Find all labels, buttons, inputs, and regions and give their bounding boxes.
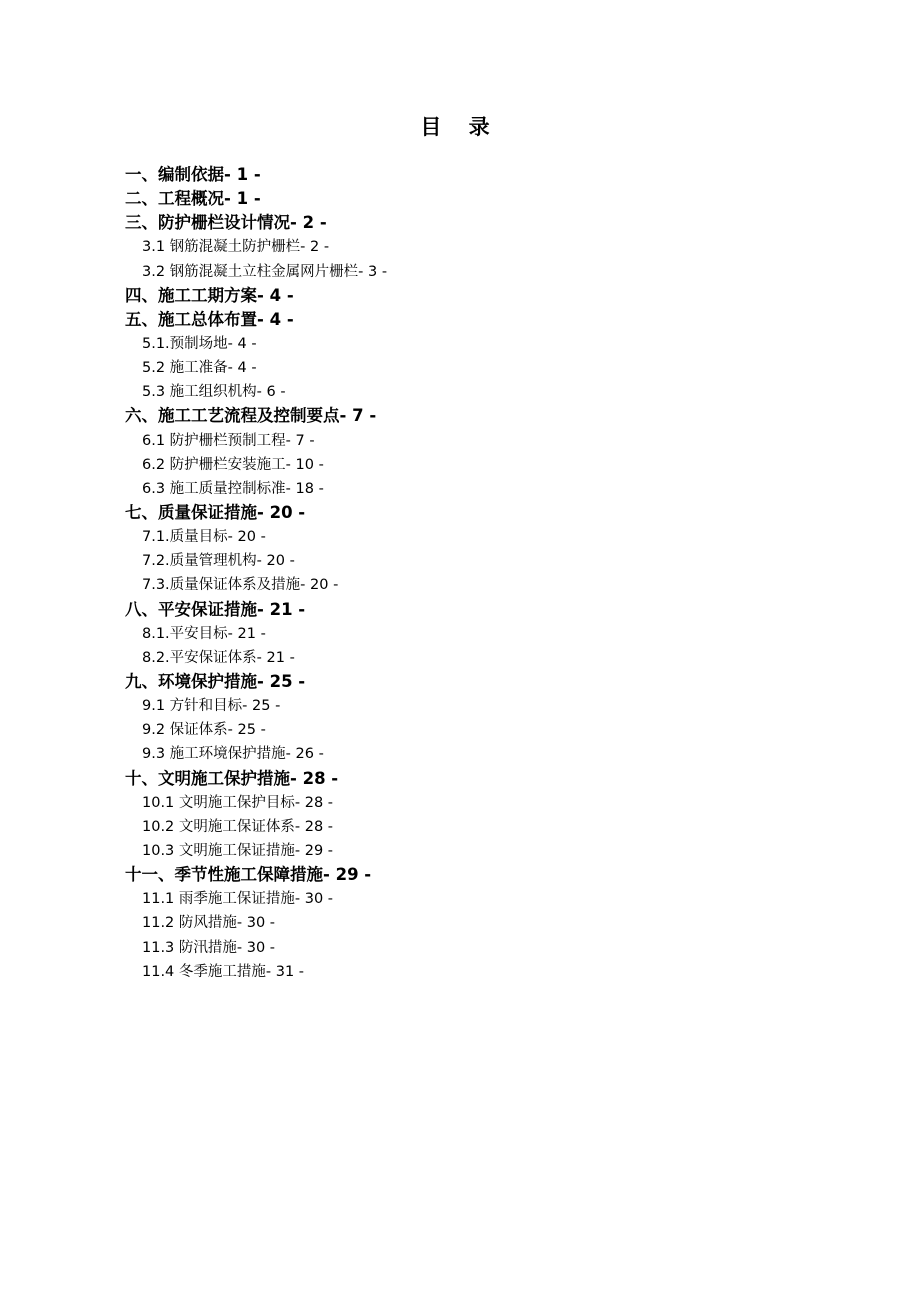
toc-section-entry[interactable]: 3.1 钢筋混凝土防护栅栏- 2 - — [142, 239, 330, 256]
toc-list — [0, 163, 920, 984]
toc-section-entry[interactable]: 11.1 雨季施工保证措施- 30 - — [142, 891, 334, 908]
toc-section-entry[interactable]: 8.2.平安保证体系- 21 - — [142, 649, 295, 666]
toc-section-entry[interactable]: 6.1 防护栅栏预制工程- 7 - — [142, 432, 315, 449]
toc-section-entry[interactable]: 7.2.质量管理机构- 20 - — [142, 553, 295, 570]
toc-section-entry[interactable]: 5.3 施工组织机构- 6 - — [142, 384, 286, 401]
toc-section-entry[interactable]: 10.3 文明施工保证措施- 29 - — [142, 842, 334, 859]
toc-section-entry[interactable]: 9.1 方针和目标- 25 - — [142, 698, 281, 715]
toc-section-entry[interactable]: 11.3 防汛措施- 30 - — [142, 939, 276, 956]
toc-section-entry[interactable]: 8.1.平安目标- 21 - — [142, 625, 266, 642]
toc-section-entry[interactable]: 10.2 文明施工保证体系- 28 - — [142, 818, 334, 835]
toc-chapter-entry[interactable]: 六、施工工艺流程及控制要点- 7 - — [125, 406, 377, 426]
toc-chapter-entry[interactable]: 二、工程概况- 1 - — [125, 189, 261, 209]
toc-section-entry[interactable]: 11.4 冬季施工措施- 31 - — [142, 963, 305, 980]
toc-section-entry[interactable]: 5.2 施工准备- 4 - — [142, 360, 257, 377]
toc-section-entry[interactable]: 6.2 防护栅栏安装施工- 10 - — [142, 456, 324, 473]
toc-section-entry[interactable]: 3.2 钢筋混凝土立柱金属网片栅栏- 3 - — [142, 263, 388, 280]
toc-chapter-entry[interactable]: 九、环境保护措施- 25 - — [125, 671, 306, 691]
toc-chapter-entry[interactable]: 十一、季节性施工保障措施- 29 - — [125, 865, 372, 885]
toc-section-entry[interactable]: 7.1.质量目标- 20 - — [142, 529, 266, 546]
toc-chapter-entry[interactable]: 四、施工工期方案- 4 - — [125, 285, 294, 305]
toc-section-entry[interactable]: 5.1.预制场地- 4 - — [142, 335, 257, 352]
toc-chapter-entry[interactable]: 十、文明施工保护措施- 28 - — [125, 768, 339, 788]
toc-section-entry[interactable]: 9.3 施工环境保护措施- 26 - — [142, 746, 324, 763]
toc-chapter-entry[interactable]: 八、平安保证措施- 21 - — [125, 599, 306, 619]
toc-section-entry[interactable]: 11.2 防风措施- 30 - — [142, 915, 276, 932]
toc-title: 目 录 — [420, 115, 500, 139]
toc-chapter-entry[interactable]: 一、编制依据- 1 - — [125, 165, 261, 184]
toc-chapter-entry[interactable]: 五、施工总体布置- 4 - — [125, 309, 294, 329]
toc-section-entry[interactable]: 9.2 保证体系- 25 - — [142, 722, 266, 739]
toc-chapter-entry[interactable]: 七、质量保证措施- 20 - — [125, 502, 306, 522]
toc-section-entry[interactable]: 10.1 文明施工保护目标- 28 - — [142, 794, 334, 811]
toc-section-entry[interactable]: 7.3.质量保证体系及措施- 20 - — [142, 577, 339, 594]
toc-chapter-entry[interactable]: 三、防护栅栏设计情况- 2 - — [125, 213, 327, 233]
toc-section-entry[interactable]: 6.3 施工质量控制标准- 18 - — [142, 480, 324, 497]
